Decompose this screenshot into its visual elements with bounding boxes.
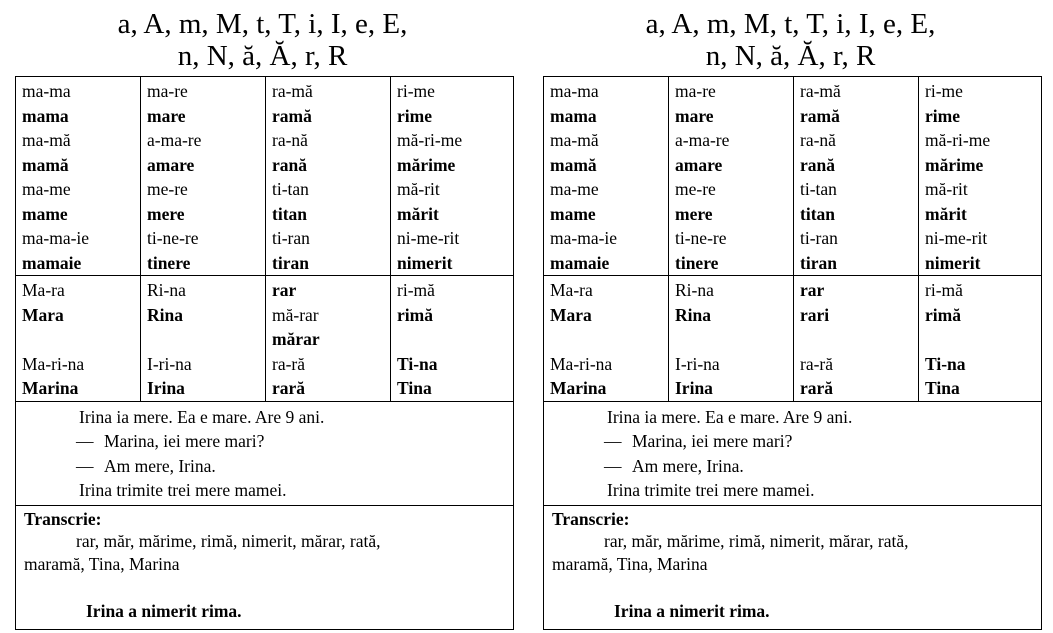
syllable-word: Ma-ra: [550, 280, 593, 300]
whole-word: tiran: [272, 252, 309, 273]
whole-word: tinere: [675, 252, 719, 273]
syllable-column-1: [544, 77, 669, 276]
names-column-4: [391, 276, 514, 402]
whole-word: Irina: [147, 378, 185, 398]
whole-word: [925, 327, 1041, 352]
whole-word: mame: [22, 203, 68, 224]
transcription-exercise: [16, 505, 514, 629]
syllable-word: ma-ma: [550, 81, 599, 101]
syllable-word: me-re: [147, 179, 188, 199]
names-row-block: [544, 276, 1042, 402]
story-line-3: Am mere, Irina.: [632, 455, 744, 476]
whole-word: titan: [800, 203, 835, 224]
whole-word: nimerit: [397, 252, 453, 273]
syllable-word: ni-me-rit: [397, 228, 460, 248]
whole-word: rari: [800, 304, 830, 325]
transcription-line-2: maramă, Tina, Marina: [552, 553, 708, 574]
names-column-1: [544, 276, 669, 402]
whole-word: mare: [147, 105, 186, 126]
whole-word: titan: [272, 203, 307, 224]
whole-word: rime: [397, 105, 432, 126]
names-column-2: [669, 276, 794, 402]
whole-word: Rina: [675, 304, 711, 325]
syllable-word: ri-me: [397, 81, 435, 101]
syllable-row-block: [544, 77, 1042, 276]
reading-grid: [543, 76, 1042, 630]
syllable-column-1: [16, 77, 141, 276]
whole-word: [800, 327, 918, 352]
whole-word: mamă: [22, 154, 69, 175]
story-row: [16, 401, 514, 505]
transcription-final-sentence: Irina a nimerit rima.: [86, 600, 242, 621]
whole-word: Rina: [147, 304, 183, 325]
transcription-row: [544, 505, 1042, 629]
whole-word: rană: [272, 154, 307, 175]
syllable-word: ra-mă: [272, 81, 313, 101]
transcription-line-2: maramă, Tina, Marina: [24, 553, 180, 574]
whole-word: Tina: [397, 378, 432, 398]
whole-word: ramă: [800, 105, 840, 126]
syllable-column-4: [919, 77, 1042, 276]
whole-word: rară: [272, 378, 306, 398]
whole-word: [22, 327, 140, 352]
worksheet-title-line1: a, A, m, M, t, T, i, I, e, E,: [645, 8, 936, 40]
syllable-word: Ma-ri-na: [22, 353, 85, 374]
whole-word: mare: [675, 105, 714, 126]
whole-word: Ti-na: [397, 353, 438, 374]
syllable-word: Ma-ra: [22, 280, 65, 300]
whole-word: rimă: [397, 304, 433, 325]
syllable-word: ra-mă: [800, 81, 841, 101]
worksheet-title-line1: a, A, m, M, t, T, i, I, e, E,: [117, 8, 408, 40]
story-line-2: Marina, iei mere mari?: [632, 431, 793, 451]
whole-word: Irina: [675, 378, 713, 398]
syllable-column-2: [141, 77, 266, 276]
whole-word: mame: [550, 203, 596, 224]
syllable-row-block: [16, 77, 514, 276]
whole-word: rimă: [925, 304, 961, 325]
syllable-word: ma-me: [22, 179, 71, 199]
syllable-word: me-re: [675, 179, 716, 199]
syllable-word: ri-mă: [925, 280, 963, 300]
names-column-3: [794, 276, 919, 402]
whole-word: tiran: [800, 252, 837, 273]
syllable-word: mă-rar: [272, 304, 319, 325]
syllable-word: ti-tan: [800, 179, 837, 199]
whole-word: mărar: [272, 329, 320, 349]
syllable-word: ma-me: [550, 179, 599, 199]
whole-word: mama: [22, 105, 69, 126]
whole-word: rar: [272, 280, 297, 300]
whole-word: mamaie: [550, 252, 610, 273]
story-line-1: Irina ia mere. Ea e mare. Are 9 ani.: [607, 406, 853, 427]
story-row: [544, 401, 1042, 505]
whole-word: rană: [800, 154, 835, 175]
syllable-word: ti-ran: [800, 228, 838, 248]
syllable-word: ra-nă: [272, 130, 308, 150]
whole-word: rară: [800, 378, 834, 398]
whole-word: [397, 327, 513, 352]
syllable-column-2: [669, 77, 794, 276]
whole-word: amare: [147, 154, 195, 175]
story-line-1: Irina ia mere. Ea e mare. Are 9 ani.: [79, 406, 325, 427]
reading-story: [16, 401, 514, 505]
syllable-word: Ri-na: [675, 280, 714, 300]
whole-word: mărit: [925, 203, 967, 224]
syllable-word: Ri-na: [147, 280, 186, 300]
story-line-4: Irina trimite trei mere mamei.: [607, 480, 815, 500]
syllable-word: mă-rit: [397, 179, 440, 199]
whole-word: amare: [675, 154, 723, 175]
syllable-word: a-ma-re: [147, 130, 202, 150]
syllable-column-4: [391, 77, 514, 276]
transcription-label: Transcrie:: [24, 508, 102, 529]
syllable-word: ma-ma: [22, 81, 71, 101]
names-row-block: [16, 276, 514, 402]
dialogue-dash: —: [604, 431, 622, 451]
whole-word: mamă: [550, 154, 597, 175]
syllable-word: mă-ri-me: [925, 130, 991, 150]
whole-word: [675, 327, 793, 352]
whole-word: mere: [147, 203, 185, 224]
dialogue-dash: —: [604, 455, 622, 476]
story-line-3: Am mere, Irina.: [104, 455, 216, 476]
syllable-word: ti-ran: [272, 228, 310, 248]
whole-word: tinere: [147, 252, 191, 273]
worksheet-left: [15, 0, 510, 630]
worksheet-title-line2: n, N, ă, Ă, r, R: [705, 40, 876, 72]
reading-grid: [15, 76, 514, 630]
names-column-4: [919, 276, 1042, 402]
whole-word: mere: [675, 203, 713, 224]
whole-word: Mara: [22, 304, 64, 325]
story-line-2: Marina, iei mere mari?: [104, 431, 265, 451]
syllable-word: ma-mă: [550, 130, 599, 150]
whole-word: Marina: [22, 378, 79, 398]
worksheet-right: [543, 0, 1038, 630]
transcription-label: Transcrie:: [552, 508, 630, 529]
syllable-word: ti-tan: [272, 179, 309, 199]
syllable-word: a-ma-re: [675, 130, 730, 150]
transcription-exercise: [544, 505, 1042, 629]
whole-word: [147, 327, 265, 352]
whole-word: nimerit: [925, 252, 981, 273]
transcription-row: [16, 505, 514, 629]
syllable-column-3: [266, 77, 391, 276]
dialogue-dash: —: [76, 455, 94, 476]
dialogue-dash: —: [76, 431, 94, 451]
syllable-word: I-ri-na: [147, 353, 192, 374]
whole-word: mama: [550, 105, 597, 126]
names-column-2: [141, 276, 266, 402]
transcription-line-1: rar, măr, mărime, rimă, nimerit, mărar, rată,: [76, 530, 381, 551]
worksheet-title-line2: n, N, ă, Ă, r, R: [177, 40, 348, 72]
whole-word: mărime: [925, 154, 984, 175]
transcription-final-sentence: Irina a nimerit rima.: [614, 600, 770, 621]
syllable-word: ma-mă: [22, 130, 71, 150]
whole-word: rar: [800, 280, 825, 300]
whole-word: Ti-na: [925, 353, 966, 374]
syllable-word: ma-re: [675, 81, 716, 101]
whole-word: Tina: [925, 378, 960, 398]
syllable-word: mă-rit: [925, 179, 968, 199]
syllable-column-3: [794, 77, 919, 276]
names-column-3: [266, 276, 391, 402]
syllable-word: ri-me: [925, 81, 963, 101]
syllable-word: ti-ne-re: [675, 228, 727, 248]
whole-word: mamaie: [22, 252, 82, 273]
whole-word: mărit: [397, 203, 439, 224]
names-column-1: [16, 276, 141, 402]
transcription-line-1: rar, măr, mărime, rimă, nimerit, mărar, rată,: [604, 530, 909, 551]
syllable-word: Ma-ri-na: [550, 353, 613, 374]
whole-word: Mara: [550, 304, 592, 325]
syllable-word: ri-mă: [397, 280, 435, 300]
syllable-word: ma-ma-ie: [22, 228, 90, 248]
syllable-word: ra-ră: [272, 353, 306, 374]
reading-story: [544, 401, 1042, 505]
syllable-word: ma-ma-ie: [550, 228, 618, 248]
whole-word: mărime: [397, 154, 456, 175]
whole-word: rime: [925, 105, 960, 126]
whole-word: Marina: [550, 378, 607, 398]
syllable-word: ra-nă: [800, 130, 836, 150]
syllable-word: I-ri-na: [675, 353, 720, 374]
whole-word: [550, 327, 668, 352]
syllable-word: mă-ri-me: [397, 130, 463, 150]
whole-word: ramă: [272, 105, 312, 126]
syllable-word: ra-ră: [800, 353, 834, 374]
syllable-word: ni-me-rit: [925, 228, 988, 248]
syllable-word: ti-ne-re: [147, 228, 199, 248]
syllable-word: ma-re: [147, 81, 188, 101]
story-line-4: Irina trimite trei mere mamei.: [79, 480, 287, 500]
